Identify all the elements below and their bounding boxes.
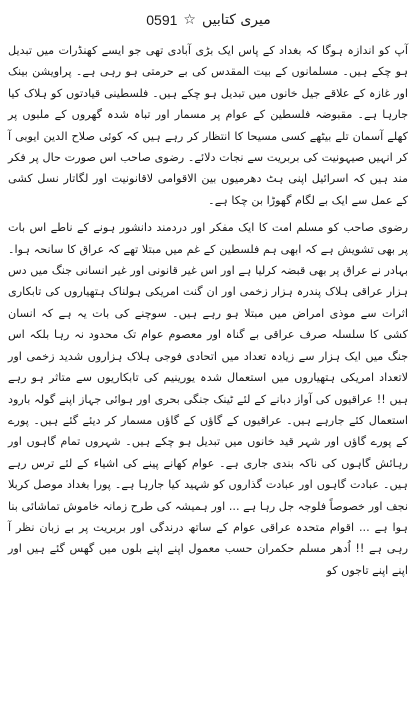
page-title: میری کتابیں xyxy=(201,12,271,28)
page-header xyxy=(0,6,417,34)
paragraph-2: رضوی صاحب کو مسلم امت کا ایک مفکر اور دردمند دانشور ہونے کے ناطے اس بات پر بھی تشویش ہے کہ ابھی ہم فلسطین کے غم میں مبتلا تھے کہ عراق کا سانحہ ہوا۔ بہادر نے عراق پر بھی قبضہ کرلیا ہے اور اس غیر قانونی اور غیر انسانی جنگ میں دس ہزار عراقی ہلاک پندرہ ہزار زخمی اور ان گنت امریکی ہولناک ہتھیاروں کی تابکاری اثرات سے موذی امراض میں مبتلا ہو رہے ہیں۔ سوچنے کی بات یہ ہے کہ انسان کشی کا سلسلہ صرف عراقی بے گناہ اور معصوم عوام تک محدود نہ رہا بلکہ اس جنگ میں ایک ہزار سے زیادہ تعداد میں اتحادی فوجی ہلاک ہزاروں شدید زخمی اور لاتعداد امریکی ہتھیاروں میں استعمال شدہ یورینیم کی تابکاریوں سے متاثر ہو رہے ہیں !! عراقیوں کی آواز دبانے کے لئے ٹینک جنگی بحری اور ہوائی جہاز اپنے گولہ بارود استعمال کئے جارہے ہیں۔ عراقیوں کے گاؤں کے گاؤں مسمار کر دیئے گئے ہیں۔ پورے کے پورے گاؤں اور شہر قید خانوں میں تبدیل ہو چکے ہیں۔ شہروں تمام گاہوں اور رہائش گاہوں کی ناکہ بندی جاری ہے۔ عوام کھانے پینے کی اشیاء کے لئے ترس رہے ہیں۔ عبادت گاہوں اور عبادت گذاروں کو شہید کیا جارہا ہے۔ پورا بغداد موصل کربلا نجف اور خصوصاً فلوجہ جل رہا ہے ... اور ہمیشہ کی طرح زمانہ خاموش تماشائی بنا ہوا ہے ... اقوام متحدہ عراقی عوام کے ساتھ درندگی اور بربریت پر بے زبان نظر آ رہی ہے !! اُدھر مسلم حکمران حسب معمول اپنے اپنے بلوں میں گھس گئے ہیں اور اپنے اپنے تاجوں کو xyxy=(8,221,408,577)
body-text xyxy=(8,40,408,587)
star-icon: ☆ xyxy=(183,12,196,28)
page-number: 0591 xyxy=(146,12,178,28)
paragraph-1: آپ کو اندازہ ہوگا کہ بغداد کے پاس ایک بڑی آبادی تھی جو ایسے کھنڈرات میں تبدیل ہو چکے ہیں۔ مسلمانوں کے بیت المقدس کی بے حرمتی ہو رہی ہے۔ پراویشن بینک اور غازہ کے علاقے جیل خانوں میں تبدیل ہو چکے ہیں۔ فلسطینی قیادتوں کو ہلاک کیا جارہا ہے۔ مقبوضہ فلسطین کے عوام پر مسمار اور تباہ شدہ گھروں کے ملبوں پر کھلے آسمان تلے بیٹھے کسی مسیحا کا انتظار کر رہے ہیں کہ کوئی صلاح الدین ایوبی آ کر انہیں صیہونیت کی بربریت سے نجات دلائے۔ رضوی صاحب اس صورت حال پر فکر مند ہیں کہ اسرائیل اپنی ہٹ دھرمیوں بین الاقوامی لاقانونیت اور لگاتار نسل کشی کے عمل سے ایک بے لگام گھوڑا بن چکا ہے۔ xyxy=(8,44,408,207)
